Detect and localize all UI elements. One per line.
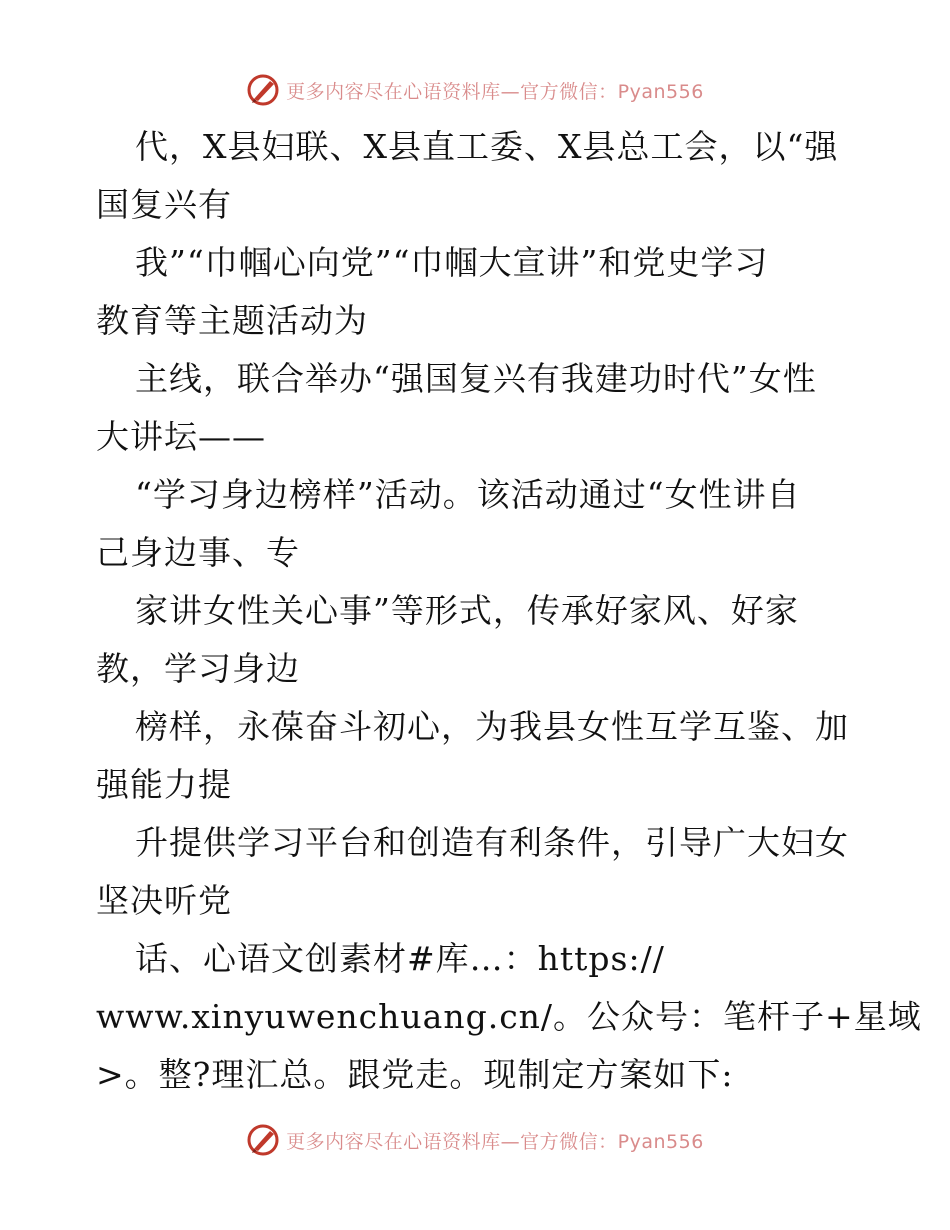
pen-logo-icon	[246, 73, 280, 107]
body-line: 国复兴有	[96, 185, 232, 224]
body-line: 主线，联合举办“强国复兴有我建功时代”女性	[135, 359, 817, 398]
body-line: 教育等主题活动为	[96, 301, 368, 340]
footer-watermark	[0, 1120, 950, 1160]
body-line: 话、心语文创素材#库…：https://	[135, 939, 665, 978]
body-line: 大讲坛——	[96, 417, 266, 456]
body-line: www.xinyuwenchuang.cn/。公众号：笔杆子+星域	[96, 997, 922, 1036]
body-line: “学习身边榜样”活动。该活动通过“女性讲自	[135, 475, 801, 514]
body-line: 榜样，永葆奋斗初心，为我县女性互学互鉴、加	[135, 707, 849, 746]
body-line: 己身边事、专	[96, 533, 300, 572]
footer-watermark-text: 更多内容尽在心语资料库—官方微信：Pyan556	[286, 1130, 704, 1153]
header-watermark-text: 更多内容尽在心语资料库—官方微信：Pyan556	[286, 80, 704, 103]
body-line: 教，学习身边	[96, 649, 300, 688]
document-body	[0, 118, 950, 1108]
body-line: 坚决听党	[96, 881, 232, 920]
header-watermark	[0, 70, 950, 110]
body-line: 升提供学习平台和创造有利条件，引导广大妇女	[135, 823, 849, 862]
body-line: 强能力提	[96, 765, 232, 804]
body-line: 家讲女性关心事”等形式，传承好家风、好家	[135, 591, 799, 630]
body-line: 我”“巾帼心向党”“巾帼大宣讲”和党史学习	[135, 243, 769, 282]
body-line: >。整?理汇总。跟党走。现制定方案如下:	[96, 1055, 734, 1094]
pen-logo-icon	[246, 1123, 280, 1157]
body-line: 代，X县妇联、X县直工委、X县总工会，以“强	[135, 127, 839, 166]
